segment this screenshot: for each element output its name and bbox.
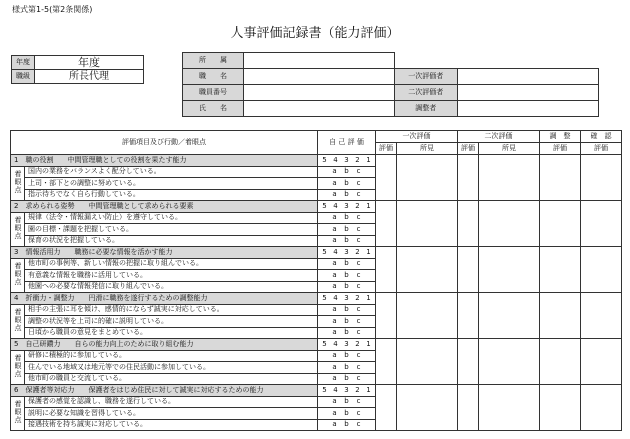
score-option[interactable]: 3 xyxy=(344,385,349,394)
score-option[interactable]: 5 xyxy=(322,293,327,302)
item-grade-cell[interactable] xyxy=(318,408,376,420)
score-option[interactable]: 3 xyxy=(344,201,349,210)
grade-option[interactable]: c xyxy=(356,420,361,429)
first-opinion-cell[interactable] xyxy=(397,293,458,339)
self-score-cell[interactable] xyxy=(318,247,376,259)
item-text: 研修に積極的に参加している。 xyxy=(25,350,318,362)
grade-option[interactable]: b xyxy=(344,178,349,187)
year-field[interactable]: 年度 xyxy=(35,56,144,70)
item-text: 他市町の事例等、新しい情報の把握に取り組んでいる。 xyxy=(25,258,318,270)
category-row xyxy=(11,293,622,305)
grade-option[interactable]: b xyxy=(344,224,349,233)
second-rating-cell[interactable] xyxy=(458,293,479,339)
score-option[interactable]: 5 xyxy=(322,155,327,164)
category-title: 6 保護者等対応力 保護者をはじめ住民に対して誠実に対応するための能力 xyxy=(11,385,318,397)
item-text: 説明に必要な知識を習得している。 xyxy=(25,408,318,420)
category-title: 1 職の役割 中間管理職としての役割を果たす能力 xyxy=(11,155,318,167)
first-opinion-cell[interactable] xyxy=(397,339,458,385)
category-row xyxy=(11,201,622,213)
focus-label: 着眼点 xyxy=(11,396,25,431)
grade-option[interactable]: b xyxy=(344,213,349,222)
second-opinion-subheader: 所見 xyxy=(479,143,540,155)
grade-option[interactable]: c xyxy=(356,397,361,406)
item-grade-cell[interactable] xyxy=(318,419,376,431)
grade-option[interactable]: c xyxy=(356,305,361,314)
grade-option[interactable]: b xyxy=(344,362,349,371)
score-option[interactable]: 2 xyxy=(355,293,360,302)
adjust-rating-cell[interactable] xyxy=(540,339,581,385)
item-text: 接遇技術を持ち誠実に対応している。 xyxy=(25,419,318,431)
second-opinion-cell[interactable] xyxy=(479,247,540,293)
focus-label: 着眼点 xyxy=(11,350,25,385)
score-option[interactable]: 3 xyxy=(344,339,349,348)
first-evaluator-label: 一次評価者 xyxy=(395,69,458,85)
adjust-rating-cell[interactable] xyxy=(540,201,581,247)
category-title: 2 求められる姿勢 中間管理職として求められる要素 xyxy=(11,201,318,213)
focus-label: 着眼点 xyxy=(11,304,25,339)
score-option[interactable]: 1 xyxy=(366,339,371,348)
grade-option[interactable]: b xyxy=(344,316,349,325)
second-opinion-cell[interactable] xyxy=(479,339,540,385)
item-text: 国内の業務をバランスよく配分している。 xyxy=(25,166,318,178)
person-info-box xyxy=(182,52,599,117)
first-opinion-cell[interactable] xyxy=(397,385,458,431)
item-grade-cell[interactable] xyxy=(318,304,376,316)
item-grade-cell[interactable] xyxy=(318,212,376,224)
score-option[interactable]: 2 xyxy=(355,339,360,348)
grade-option[interactable]: c xyxy=(356,362,361,371)
first-rating-cell[interactable] xyxy=(376,247,397,293)
score-option[interactable]: 4 xyxy=(333,293,338,302)
grade-option[interactable]: c xyxy=(356,351,361,360)
item-grade-cell[interactable] xyxy=(318,258,376,270)
item-grade-cell[interactable] xyxy=(318,189,376,201)
confirm-rating-cell[interactable] xyxy=(581,339,622,385)
first-opinion-cell[interactable] xyxy=(397,201,458,247)
score-option[interactable]: 1 xyxy=(366,201,371,210)
grade-option[interactable]: b xyxy=(344,351,349,360)
second-opinion-cell[interactable] xyxy=(479,385,540,431)
item-text: 調整の状況等を上司に的確に説明している。 xyxy=(25,316,318,328)
grade-option[interactable]: a xyxy=(332,328,337,337)
grade-option[interactable]: c xyxy=(356,316,361,325)
confirm-rating-cell[interactable] xyxy=(581,201,622,247)
self-score-cell[interactable] xyxy=(318,293,376,305)
items-header: 評価項目及び行動／着眼点 xyxy=(11,131,318,155)
grade-option[interactable]: a xyxy=(332,282,337,291)
score-option[interactable]: 5 xyxy=(322,339,327,348)
score-option[interactable]: 3 xyxy=(344,155,349,164)
category-row xyxy=(11,247,622,259)
dept-field[interactable] xyxy=(244,53,395,69)
grade-option[interactable]: a xyxy=(332,259,337,268)
score-option[interactable]: 1 xyxy=(366,385,371,394)
grade-option[interactable]: a xyxy=(332,374,337,383)
item-text: 規律（法令・情報漏えい防止）を遵守している。 xyxy=(25,212,318,224)
second-evaluator-field[interactable] xyxy=(457,85,599,101)
grade-option[interactable]: c xyxy=(356,374,361,383)
evaluation-table xyxy=(10,130,622,431)
self-score-cell[interactable] xyxy=(318,201,376,213)
blank-cell xyxy=(395,53,458,69)
second-rating-cell[interactable] xyxy=(458,247,479,293)
confirm-rating-subheader: 評価 xyxy=(581,143,622,155)
item-text: 保護者の感覚を認識し、職務を遂行している。 xyxy=(25,396,318,408)
item-text: 保育の状況を把握している。 xyxy=(25,235,318,247)
first-eval-header: 一次評価 xyxy=(376,131,458,143)
item-grade-cell[interactable] xyxy=(318,327,376,339)
grade-option[interactable]: a xyxy=(332,397,337,406)
item-grade-cell[interactable] xyxy=(318,362,376,374)
confirm-rating-cell[interactable] xyxy=(581,155,622,201)
name-field[interactable] xyxy=(244,101,395,117)
grade-option[interactable]: b xyxy=(344,397,349,406)
item-grade-cell[interactable] xyxy=(318,316,376,328)
item-grade-cell[interactable] xyxy=(318,235,376,247)
dept-label: 所 属 xyxy=(183,53,244,69)
confirm-header: 確 認 xyxy=(581,131,622,143)
grade-option[interactable]: c xyxy=(356,328,361,337)
staff-number-label: 職員番号 xyxy=(183,85,244,101)
grade-option[interactable]: b xyxy=(344,190,349,199)
adjust-rating-cell[interactable] xyxy=(540,247,581,293)
category-row xyxy=(11,385,622,397)
category-row xyxy=(11,339,622,351)
second-opinion-cell[interactable] xyxy=(479,201,540,247)
grade-option[interactable]: c xyxy=(356,224,361,233)
grade-option[interactable]: a xyxy=(332,305,337,314)
grade-option[interactable]: a xyxy=(332,408,337,417)
score-option[interactable]: 4 xyxy=(333,385,338,394)
self-score-cell[interactable] xyxy=(318,155,376,167)
adjust-header: 調 整 xyxy=(540,131,581,143)
first-rating-cell[interactable] xyxy=(376,339,397,385)
self-score-cell[interactable] xyxy=(318,385,376,397)
title-field[interactable] xyxy=(244,69,395,85)
name-label: 氏 名 xyxy=(183,101,244,117)
focus-label: 着眼点 xyxy=(11,258,25,293)
second-rating-cell[interactable] xyxy=(458,339,479,385)
item-text: 有意義な情報を職務に活用している。 xyxy=(25,270,318,282)
item-grade-cell[interactable] xyxy=(318,178,376,190)
grade-option[interactable]: c xyxy=(356,259,361,268)
first-rating-cell[interactable] xyxy=(376,385,397,431)
score-option[interactable]: 3 xyxy=(344,293,349,302)
second-opinion-cell[interactable] xyxy=(479,293,540,339)
first-evaluator-field[interactable] xyxy=(457,69,599,85)
grade-option[interactable]: b xyxy=(344,305,349,314)
score-option[interactable]: 5 xyxy=(322,201,327,210)
grade-option[interactable]: b xyxy=(344,408,349,417)
adjuster-label: 調整者 xyxy=(395,101,458,117)
second-rating-cell[interactable] xyxy=(458,201,479,247)
item-text: 他市町の職員と交流している。 xyxy=(25,373,318,385)
score-option[interactable]: 2 xyxy=(355,385,360,394)
grade-option[interactable]: a xyxy=(332,270,337,279)
score-option[interactable]: 2 xyxy=(355,247,360,256)
grade-option[interactable]: b xyxy=(344,420,349,429)
focus-label: 着眼点 xyxy=(11,212,25,247)
grade-option[interactable]: a xyxy=(332,420,337,429)
first-rating-cell[interactable] xyxy=(376,201,397,247)
item-text: 住んでいる地域又は地元等での住民活動に参加している。 xyxy=(25,362,318,374)
score-option[interactable]: 1 xyxy=(366,293,371,302)
page-title: 人事評価記録書（能力評価） xyxy=(230,26,400,41)
second-rating-subheader: 評価 xyxy=(458,143,479,155)
score-option[interactable]: 3 xyxy=(344,247,349,256)
grade-option[interactable]: c xyxy=(356,167,361,176)
year-rank-box xyxy=(11,55,144,84)
item-text: 日頃から職員の意見をまとめている。 xyxy=(25,327,318,339)
category-title: 5 自己研鑽力 自らの能力向上のために取り組む能力 xyxy=(11,339,318,351)
confirm-rating-cell[interactable] xyxy=(581,247,622,293)
score-option[interactable]: 4 xyxy=(333,247,338,256)
category-title: 4 折衝力・調整力 円滑に職務を遂行するための調整能力 xyxy=(11,293,318,305)
adjust-rating-cell[interactable] xyxy=(540,293,581,339)
rank-field[interactable]: 所長代理 xyxy=(35,70,144,84)
second-rating-cell[interactable] xyxy=(458,385,479,431)
grade-option[interactable]: a xyxy=(332,316,337,325)
focus-label: 着眼点 xyxy=(11,166,25,201)
score-option[interactable]: 2 xyxy=(355,201,360,210)
grade-option[interactable]: a xyxy=(332,236,337,245)
grade-option[interactable]: c xyxy=(356,282,361,291)
grade-option[interactable]: b xyxy=(344,236,349,245)
grade-option[interactable]: c xyxy=(356,236,361,245)
grade-option[interactable]: a xyxy=(332,178,337,187)
score-option[interactable]: 1 xyxy=(366,155,371,164)
staff-number-field[interactable] xyxy=(244,85,395,101)
self-eval-header: 自 己 評 価 xyxy=(318,131,376,155)
grade-option[interactable]: a xyxy=(332,351,337,360)
score-option[interactable]: 4 xyxy=(333,155,338,164)
item-text: 指示待ちでなく自ら行動している。 xyxy=(25,189,318,201)
item-grade-cell[interactable] xyxy=(318,350,376,362)
grade-option[interactable]: b xyxy=(344,167,349,176)
grade-option[interactable]: b xyxy=(344,259,349,268)
confirm-rating-cell[interactable] xyxy=(581,293,622,339)
item-text: 他園への必要な情報発信に取り組んでいる。 xyxy=(25,281,318,293)
rank-label: 職級 xyxy=(12,70,35,84)
item-grade-cell[interactable] xyxy=(318,270,376,282)
item-grade-cell[interactable] xyxy=(318,166,376,178)
score-option[interactable]: 2 xyxy=(355,155,360,164)
grade-option[interactable]: c xyxy=(356,213,361,222)
second-rating-cell[interactable] xyxy=(458,155,479,201)
adjuster-field[interactable] xyxy=(457,101,599,117)
grade-option[interactable]: a xyxy=(332,190,337,199)
category-title: 3 情報活用力 職務に必要な情報を活かす能力 xyxy=(11,247,318,259)
item-grade-cell[interactable] xyxy=(318,281,376,293)
grade-option[interactable]: b xyxy=(344,282,349,291)
grade-option[interactable]: b xyxy=(344,270,349,279)
adjust-rating-cell[interactable] xyxy=(540,385,581,431)
blank-cell xyxy=(457,53,599,69)
score-option[interactable]: 5 xyxy=(322,247,327,256)
grade-option[interactable]: a xyxy=(332,362,337,371)
first-rating-cell[interactable] xyxy=(376,293,397,339)
grade-option[interactable]: c xyxy=(356,408,361,417)
first-opinion-cell[interactable] xyxy=(397,247,458,293)
item-grade-cell[interactable] xyxy=(318,224,376,236)
score-option[interactable]: 1 xyxy=(366,247,371,256)
second-opinion-cell[interactable] xyxy=(479,155,540,201)
grade-option[interactable]: c xyxy=(356,190,361,199)
title-label: 職 名 xyxy=(183,69,244,85)
grade-option[interactable]: b xyxy=(344,374,349,383)
score-option[interactable]: 4 xyxy=(333,201,338,210)
confirm-rating-cell[interactable] xyxy=(581,385,622,431)
first-opinion-subheader: 所見 xyxy=(397,143,458,155)
grade-option[interactable]: a xyxy=(332,167,337,176)
adjust-rating-subheader: 評価 xyxy=(540,143,581,155)
item-text: 相手の主張に耳を傾け、感情的にならず誠実に対応している。 xyxy=(25,304,318,316)
grade-option[interactable]: c xyxy=(356,178,361,187)
score-option[interactable]: 4 xyxy=(333,339,338,348)
self-score-cell[interactable] xyxy=(318,339,376,351)
item-text: 上司・部下との調整に努めている。 xyxy=(25,178,318,190)
category-row xyxy=(11,155,622,167)
item-grade-cell[interactable] xyxy=(318,396,376,408)
grade-option[interactable]: a xyxy=(332,213,337,222)
item-text: 園の目標・課題を把握している。 xyxy=(25,224,318,236)
first-opinion-cell[interactable] xyxy=(397,155,458,201)
grade-option[interactable]: b xyxy=(344,328,349,337)
year-label: 年度 xyxy=(12,56,35,70)
second-evaluator-label: 二次評価者 xyxy=(395,85,458,101)
grade-option[interactable]: a xyxy=(332,224,337,233)
form-code: 様式第1-5(第2条関係) xyxy=(12,5,93,14)
second-eval-header: 二次評価 xyxy=(458,131,540,143)
score-option[interactable]: 5 xyxy=(322,385,327,394)
first-rating-cell[interactable] xyxy=(376,155,397,201)
item-grade-cell[interactable] xyxy=(318,373,376,385)
adjust-rating-cell[interactable] xyxy=(540,155,581,201)
grade-option[interactable]: c xyxy=(356,270,361,279)
first-rating-subheader: 評価 xyxy=(376,143,397,155)
